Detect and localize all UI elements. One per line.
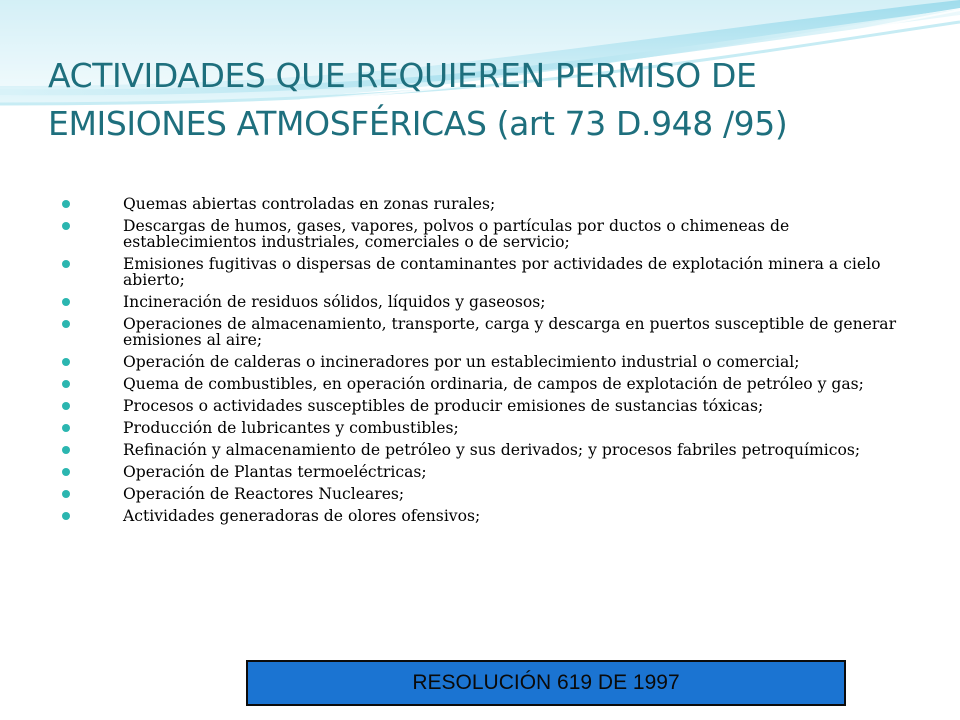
list-item xyxy=(78,376,908,392)
list-item xyxy=(78,196,908,212)
list-item-text: Operación de Reactores Nucleares; xyxy=(123,485,405,503)
bullet-dot-icon xyxy=(62,490,70,498)
list-item xyxy=(78,316,908,348)
list-item-text: Quemas abiertas controladas en zonas rurales; xyxy=(123,195,496,213)
bullet-dot-icon xyxy=(62,468,70,476)
list-item-text: Procesos o actividades susceptibles de producir emisiones de sustancias tóxicas; xyxy=(123,397,764,415)
list-item xyxy=(78,256,908,288)
bullet-dot-icon xyxy=(62,358,70,366)
bullet-dot-icon xyxy=(62,446,70,454)
list-item xyxy=(78,354,908,370)
slide-title-line-1: ACTIVIDADES QUE REQUIEREN PERMISO DE xyxy=(48,56,757,95)
list-item-text: Descargas de humos, gases, vapores, polvos o partículas por ductos o chimeneas de establecimientos industriales, comerciales o de servicio; xyxy=(123,217,790,251)
bullet-dot-icon xyxy=(62,402,70,410)
bullet-dot-icon xyxy=(62,512,70,520)
list-item-text: Operación de Plantas termoeléctricas; xyxy=(123,463,427,481)
list-item xyxy=(78,294,908,310)
list-item-text: Emisiones fugitivas o dispersas de contaminantes por actividades de explotación minera a cielo abierto; xyxy=(123,255,881,289)
list-item-text: Quema de combustibles, en operación ordinaria, de campos de explotación de petróleo y gas; xyxy=(123,375,864,393)
list-item-text: Operaciones de almacenamiento, transporte, carga y descarga en puertos susceptible de generar emisiones al aire; xyxy=(123,315,897,349)
list-item xyxy=(78,420,908,436)
activities-list xyxy=(78,196,908,530)
list-item-text: Incineración de residuos sólidos, líquidos y gaseosos; xyxy=(123,293,546,311)
bullet-dot-icon xyxy=(62,380,70,388)
slide-title xyxy=(48,52,928,148)
list-item xyxy=(78,218,908,250)
bullet-dot-icon xyxy=(62,424,70,432)
list-item xyxy=(78,398,908,414)
list-item xyxy=(78,464,908,480)
list-item xyxy=(78,442,908,458)
list-item xyxy=(78,486,908,502)
list-item xyxy=(78,508,908,524)
list-item-text: Refinación y almacenamiento de petróleo y sus derivados; y procesos fabriles petroquímicos; xyxy=(123,441,861,459)
list-item-text: Operación de calderas o incineradores por un establecimiento industrial o comercial; xyxy=(123,353,800,371)
list-item-text: Actividades generadoras de olores ofensivos; xyxy=(123,507,481,525)
bullet-dot-icon xyxy=(62,260,70,268)
bullet-dot-icon xyxy=(62,320,70,328)
list-item-text: Producción de lubricantes y combustibles; xyxy=(123,419,459,437)
slide-title-line-2: EMISIONES ATMOSFÉRICAS (art 73 D.948 /95) xyxy=(48,104,788,143)
bullet-dot-icon xyxy=(62,298,70,306)
resolution-reference-box: RESOLUCIÓN 619 DE 1997 xyxy=(246,660,846,706)
bullet-dot-icon xyxy=(62,200,70,208)
bullet-dot-icon xyxy=(62,222,70,230)
